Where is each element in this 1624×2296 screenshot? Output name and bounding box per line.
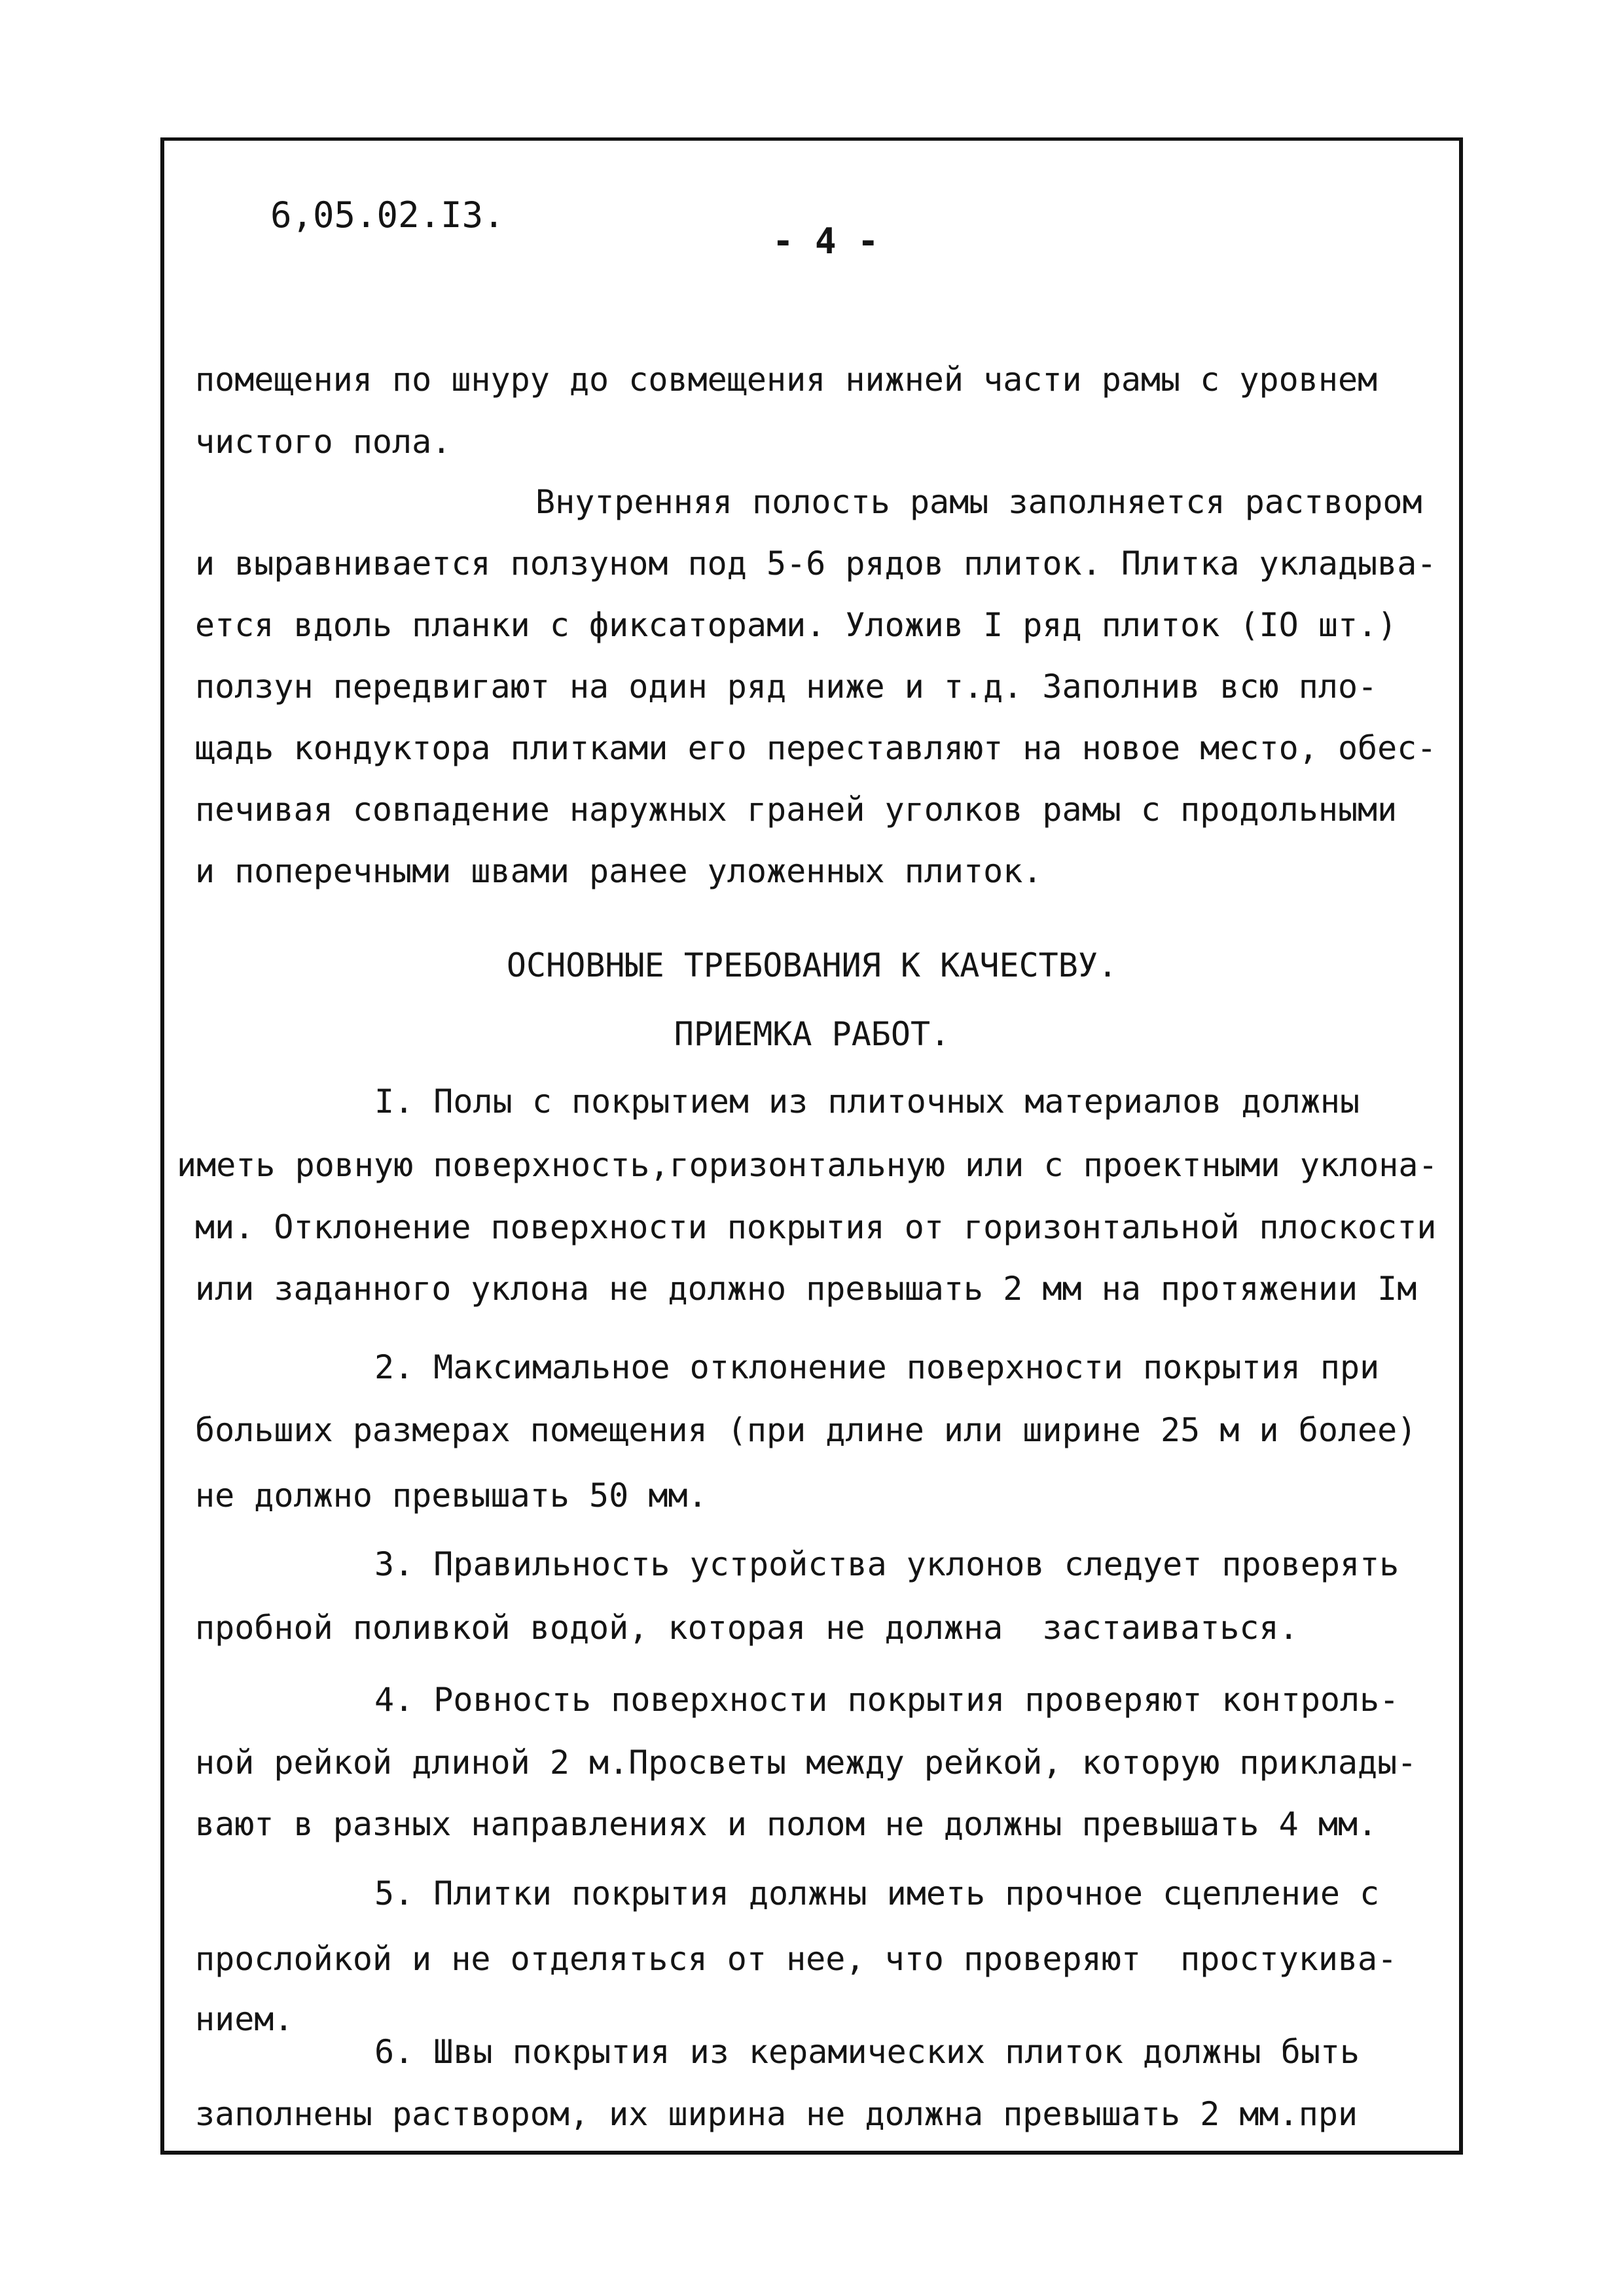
text-line: 2. Максимальное отклонение поверхности покрытия при (374, 1348, 1380, 1386)
text-line: и выравнивается ползуном под 5-6 рядов плиток. Плитка укладыва- (195, 545, 1437, 583)
page-number: - 4 - (772, 221, 879, 262)
document-code: 6,05.02.I3. (270, 194, 505, 236)
text-line: ползун передвигают на один ряд ниже и т.д. Заполнив всю пло- (195, 668, 1378, 706)
text-line: или заданного уклона не должно превышать 2 мм на протяжении Iм (195, 1270, 1417, 1308)
text-line: прослойкой и не отделяться от нее, что проверяют простукива- (195, 1940, 1398, 1978)
text-line: пробной поливкой водой, которая не должна застаиваться. (195, 1609, 1299, 1647)
text-line: нием. (195, 2000, 294, 2038)
section-subheading: ПРИЕМКА РАБОТ. (674, 1015, 950, 1053)
section-heading: ОСНОВНЫЕ ТРЕБОВАНИЯ К КАЧЕСТВУ. (506, 946, 1118, 984)
text-line: ется вдоль планки с фиксаторами. Уложив I ряд плиток (IO шт.) (195, 606, 1398, 644)
text-line: чистого пола. (195, 423, 452, 461)
text-line: 6. Швы покрытия из керамических плиток должны быть (374, 2033, 1360, 2071)
text-line: 3. Правильность устройства уклонов следует проверять (374, 1545, 1399, 1583)
text-line: печивая совпадение наружных граней уголков рамы с продольными (195, 791, 1398, 829)
text-line: и поперечными швами ранее уложенных плиток. (195, 852, 1043, 890)
text-line: вают в разных направлениях и полом не должны превышать 4 мм. (195, 1805, 1378, 1843)
text-line: иметь ровную поверхность,горизонтальную или с проектными уклона- (177, 1146, 1438, 1184)
text-line: ми. Отклонение поверхности покрытия от горизонтальной плоскости (195, 1208, 1437, 1246)
text-line: 5. Плитки покрытия должны иметь прочное сцепление с (374, 1874, 1380, 1912)
text-line: ной рейкой длиной 2 м.Просветы между рейкой, которую приклады- (195, 1744, 1417, 1782)
text-line: помещения по шнуру до совмещения нижней части рамы с уровнем (195, 361, 1378, 399)
text-line: 4. Ровность поверхности покрытия проверяют контроль- (374, 1681, 1399, 1719)
text-line: заполнены раствором, их ширина не должна превышать 2 мм.при (195, 2095, 1358, 2133)
text-line: щадь кондуктора плитками его переставляют на новое место, обес- (195, 729, 1437, 767)
text-line: Внутренняя полость рамы заполняется раствором (535, 483, 1422, 521)
text-line: не должно превышать 50 мм. (195, 1477, 708, 1515)
text-line: больших размерах помещения (при длине или ширине 25 м и более) (195, 1411, 1417, 1449)
text-line: I. Полы с покрытием из плиточных материалов должны (374, 1083, 1360, 1121)
